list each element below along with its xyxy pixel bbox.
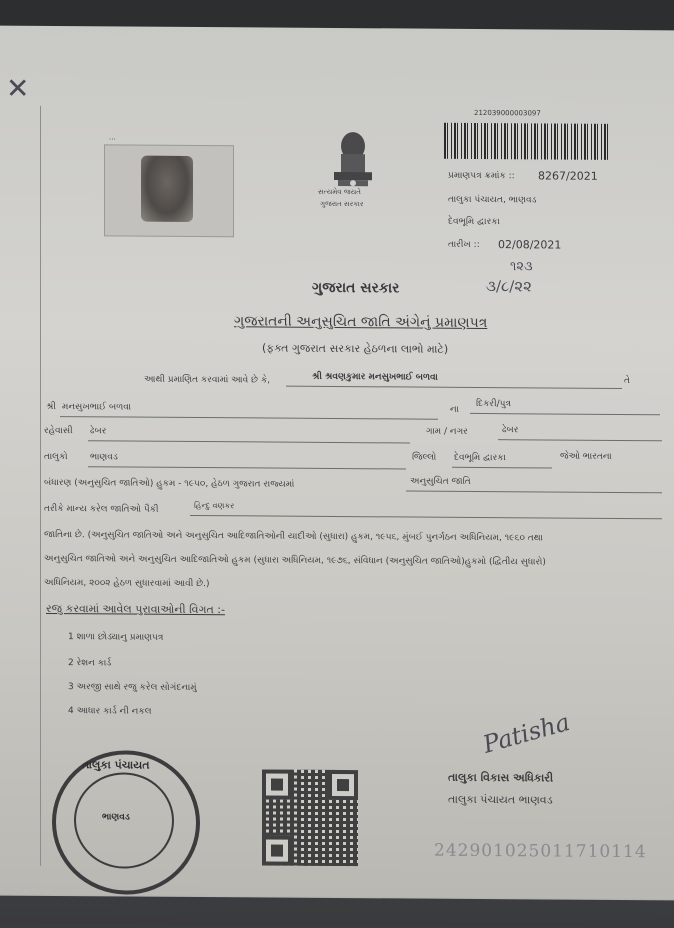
- resident: ઢેબર: [90, 426, 107, 437]
- evidence-item-1: 1 શાળા છોડ્યાનુ પ્રમાણપત્ર: [68, 632, 164, 643]
- official-seal: [52, 750, 200, 895]
- name-underline: [286, 386, 622, 389]
- relation-underline: [470, 413, 660, 415]
- recognized-text: તરીકે માન્ય કરેલ જાતિઓ પૈકી: [44, 503, 159, 515]
- emblem-government: ગુજરાત સરકાર: [320, 199, 364, 209]
- evidence-item-2: 2 રેશન કાર્ડ: [68, 658, 112, 669]
- evidence-heading: રજુ કરવામાં આવેલ પુરાવાઓની વિગત :-: [46, 601, 225, 617]
- officer-title: તાલુકા વિકાસ અધિકારી: [448, 770, 554, 785]
- barcode-number: 212039000003097: [474, 108, 541, 118]
- son-daughter: દિકરી/પુત્ર: [476, 398, 512, 410]
- handwritten-number: ૧૨૩: [510, 259, 533, 275]
- category-underline: [406, 490, 662, 493]
- resident-label: રહેવાસી: [44, 425, 73, 437]
- father-name: મનસુખભાઈ બળવા: [62, 402, 132, 413]
- paragraph-line-2: અનુસુચિત જાતિઓ અને અનુસુચિત આદિજાતિઓ હુકમ (સુધારા અધિનિયમ, ૧૯૭૬, સંવિધાન (અનુસુચિત જાતિઓ)હુકમો (દ્વિતીય સુધારો): [44, 553, 546, 568]
- photo-caption: ...: [109, 133, 116, 142]
- certificate-subtitle: (ફક્ત ગુજરાત સરકાર હેઠળના લાભો માટે): [262, 341, 449, 356]
- seal-inner-ring: [74, 772, 174, 869]
- cert-no-label: પ્રમાણપત્ર ક્રમાંક ::: [448, 170, 515, 182]
- constitution-text: બંધારણ (અનુસુચિત જાતિઓ) હુકમ - ૧૯૫૦, હેઠળ ગુજરાત રાજ્યમાં: [44, 477, 295, 490]
- father-underline: [60, 416, 438, 420]
- name-suffix: તે: [624, 376, 630, 387]
- applicant-photo: [104, 133, 234, 237]
- cert-no: 8267/2021: [538, 169, 598, 183]
- qr-finder-bottom-left: [262, 835, 292, 865]
- date-label: તારીખ ::: [448, 239, 480, 250]
- district: દેવભૂમિ દ્વારકા: [454, 452, 506, 464]
- government-title: ગુજરાત સરકાર: [312, 279, 400, 297]
- officer-office: તાલુકા પંચાયત ભાણવડ: [448, 792, 553, 807]
- qr-finder-top-left: [262, 769, 292, 799]
- india-text: જેઓ ભારતના: [560, 451, 612, 462]
- village-label: ગામ / નગર: [426, 426, 468, 437]
- applicant-face: [141, 156, 193, 222]
- district-label: જિલ્લો: [412, 452, 437, 463]
- evidence-item-4: 4 આધાર કાર્ડ ની નકલ: [68, 706, 152, 717]
- taluka-label: તાલુકો: [44, 451, 68, 463]
- certificate-paper: [0, 26, 674, 901]
- taluka: ભાણવડ: [90, 452, 118, 463]
- caste-underline: [190, 515, 662, 519]
- handwritten-date: ૩/૮/૨૨: [486, 277, 532, 296]
- sri-label: શ્રી: [46, 401, 56, 413]
- village-underline: [498, 439, 662, 441]
- evidence-item-3: 3 અરજી સાથે રજુ કરેલ સોગંદનામું: [68, 682, 197, 694]
- village: ઢેબર: [502, 425, 519, 436]
- left-margin-line: [40, 106, 41, 866]
- seal-center-text: ભાણવડ: [102, 812, 130, 823]
- bottom-shadow: [0, 894, 674, 928]
- na-label: ના: [450, 404, 459, 415]
- caste: હિન્દુ વણકર: [194, 501, 235, 511]
- district-line: દેવભૂમિ દ્વારકા: [448, 216, 500, 228]
- signature-scribble: Patisha: [479, 707, 573, 759]
- certify-prefix: આથી પ્રમાણિત કરવામાં આવે છે કે,: [144, 374, 271, 386]
- category: અનુસુચિત જાતિ: [410, 476, 471, 487]
- certificate-title: ગુજરાતની અનુસુચિત જાતિ અંગેનું પ્રમાણપત્ર: [234, 313, 488, 332]
- margin-x-mark: ✕: [6, 71, 30, 105]
- handwritten-serial: 242901025011710114: [434, 840, 647, 863]
- taluka-underline: [88, 466, 406, 469]
- paragraph-line-1: જાતિના છે. (અનુસુચિત જાતિઓ અને અનુસુચિત આદિજાતિઓની યાદીઓ (સુધારા) હુકમ, ૧૯૫૬, મુંબઈ પુનર્ગઠન અધિનિયમ, ૧૯૬૦ તથા: [44, 529, 543, 544]
- emblem-motto: સત્યમેવ જયતે: [318, 187, 361, 197]
- qr-finder-top-right: [328, 770, 358, 800]
- resident-underline: [88, 440, 410, 443]
- applicant-name: શ્રી શ્રવણકુમાર મનસુખભાઈ બળવા: [312, 371, 438, 383]
- issue-date: 02/08/2021: [498, 238, 562, 252]
- district-underline: [452, 467, 552, 469]
- taluka-line: તાલુકા પંચાયત, ભાણવડ: [448, 194, 537, 206]
- paragraph-line-3: અધિનિયમ, ૨૦૦૨ હેઠળ સુધારવામાં આવી છે.): [44, 577, 210, 590]
- seal-top-text: તાલુકા પંચાયત: [82, 758, 150, 772]
- certificate-barcode: [444, 123, 608, 160]
- verification-qr-code: [262, 769, 358, 866]
